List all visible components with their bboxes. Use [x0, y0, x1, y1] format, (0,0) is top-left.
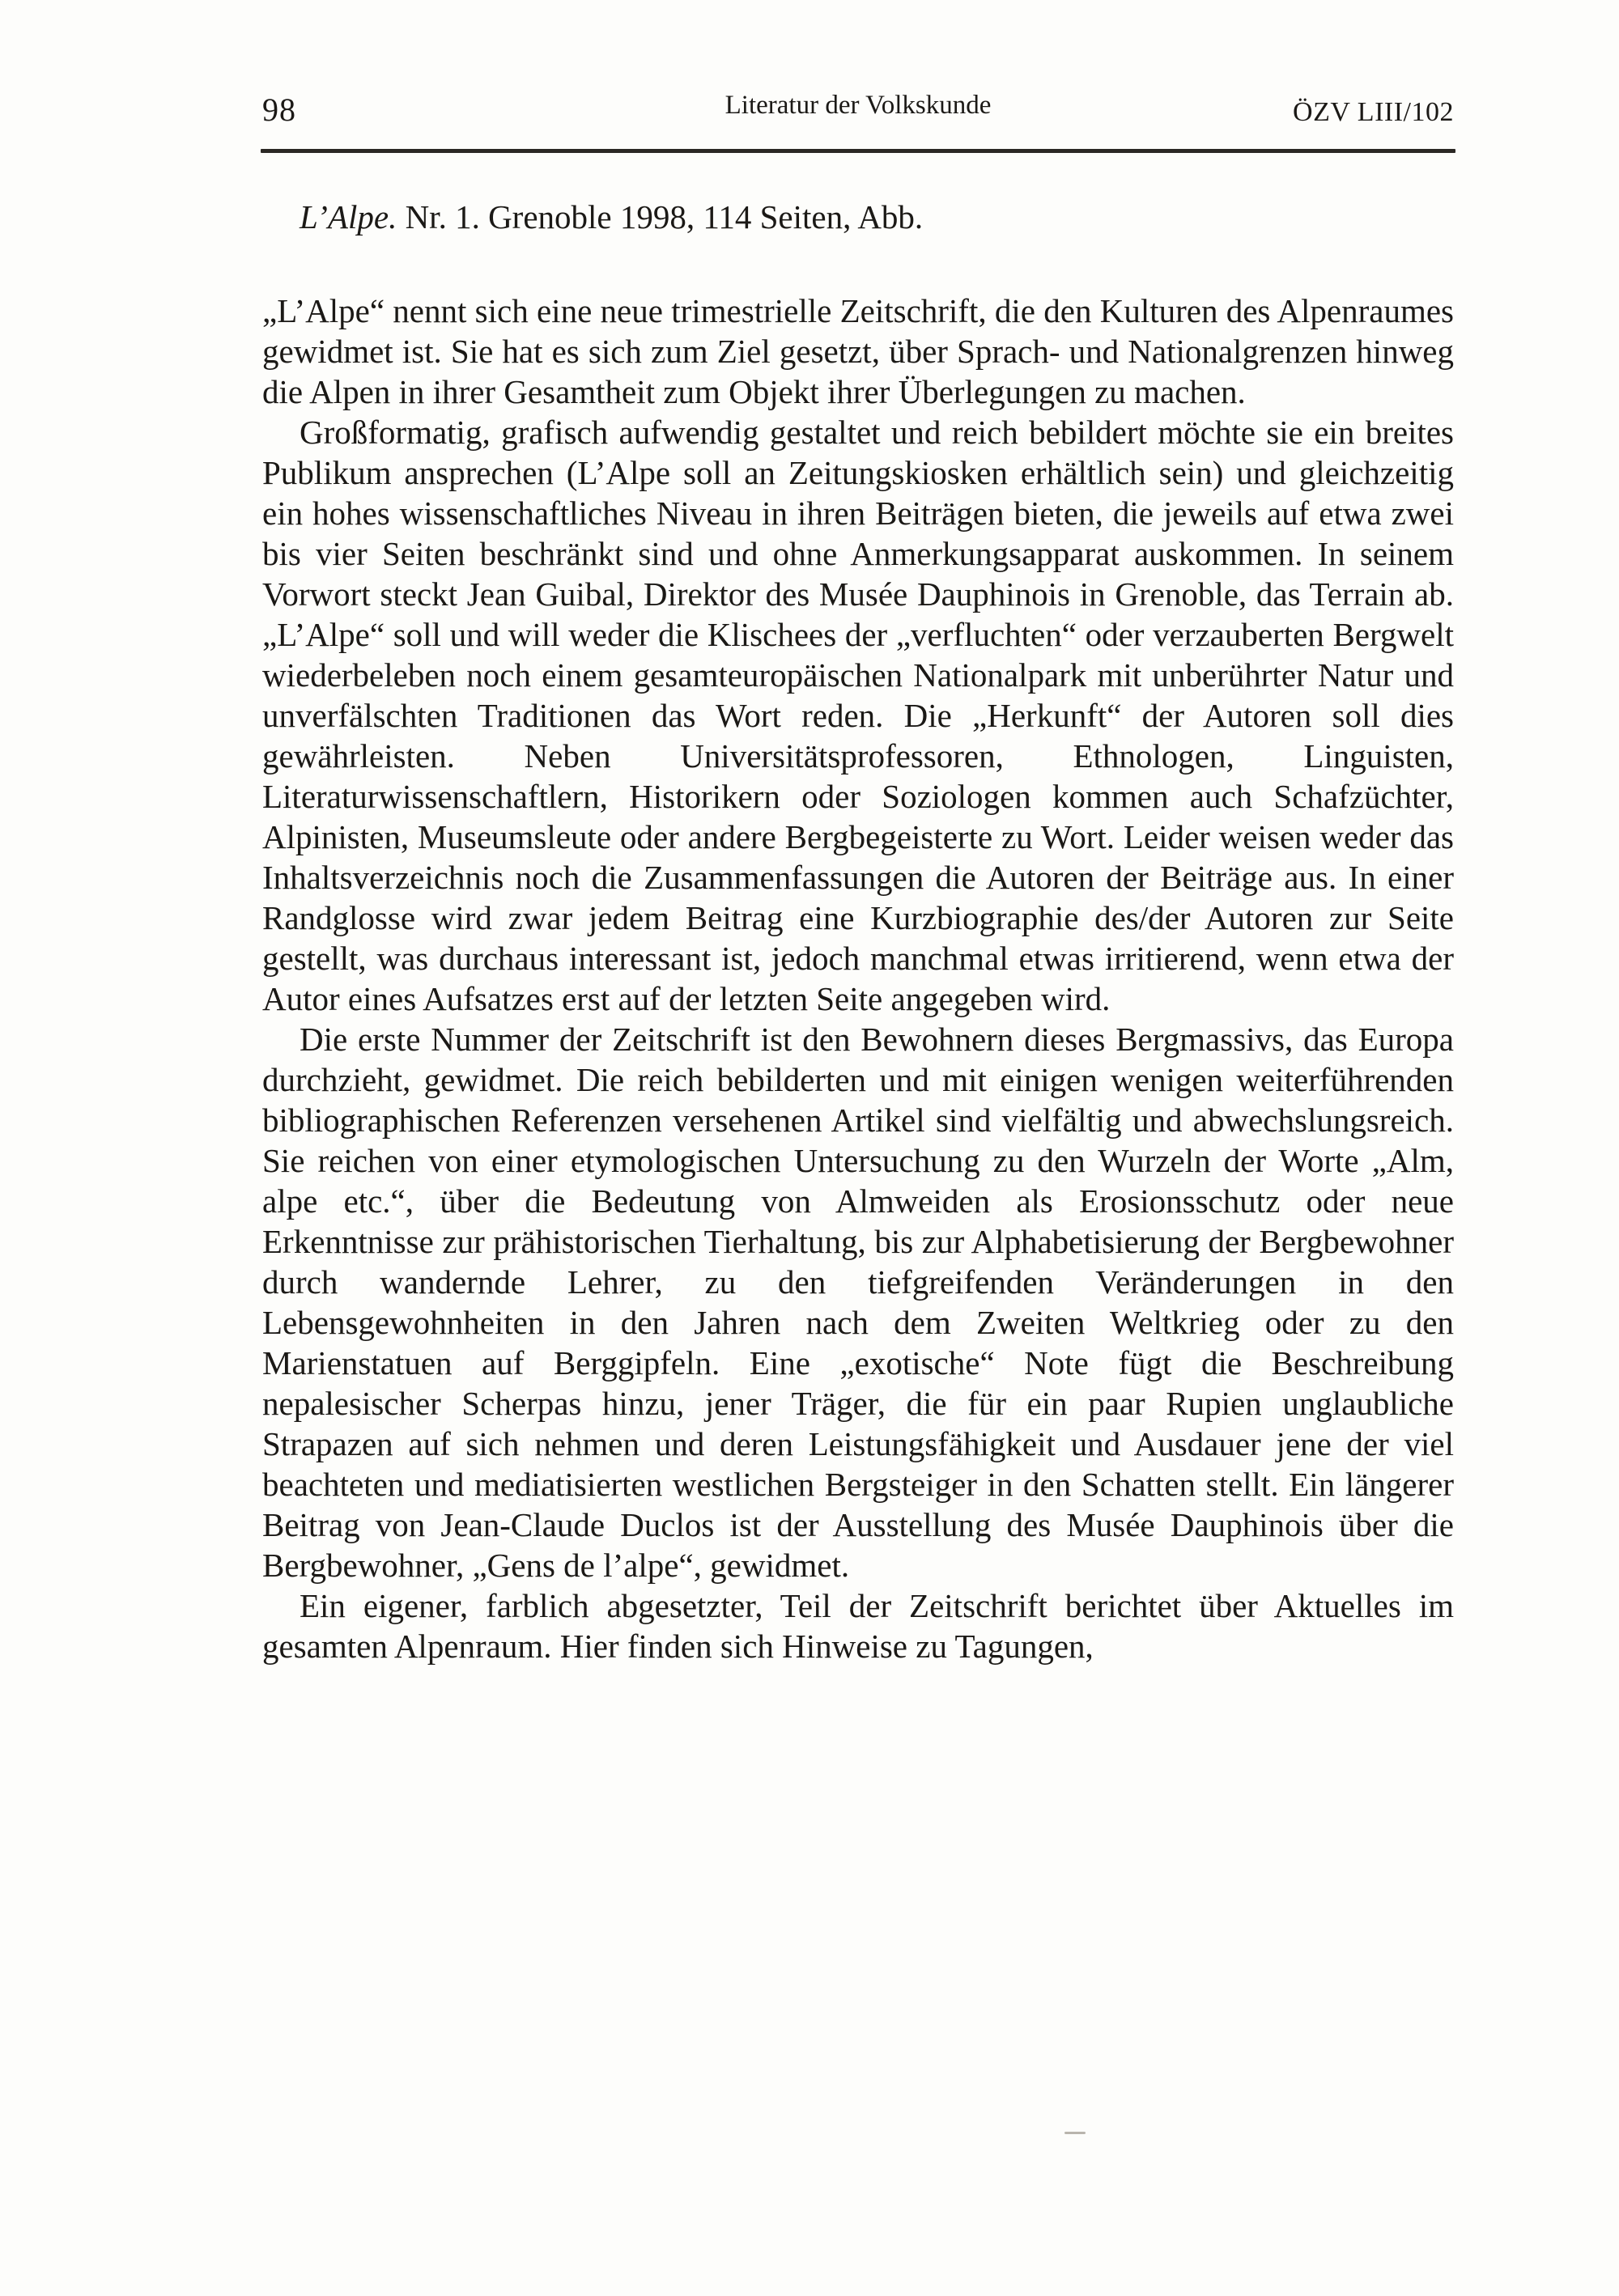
header-rule	[261, 149, 1455, 153]
paragraph: Großformatig, grafisch aufwendig gestaltet und reich bebildert möchte sie ein breites Publikum ansprechen (L’Alpe soll an Zeitungskiosken erhältlich sein) und gleichzeitig ein hohes wissenschaftliches Niveau in ihren Beiträgen bieten, die jeweils auf etwa zwei bis vier Seiten beschränkt sind und ohne Anmerkungsapparat auskommen. In seinem Vorwort steckt Jean Guibal, Direktor des Musée Dauphinois in Grenoble, das Terrain ab. „L’Alpe“ soll und will weder die Klischees der „verfluchten“ oder verzauberten Bergwelt wiederbeleben noch einem gesamteuropäischen Nationalpark mit unberührter Natur und unverfälschten Traditionen das Wort reden. Die „Herkunft“ der Autoren soll dies gewährleisten. Neben Universitätsprofessoren, Ethnologen, Linguisten, Literaturwissenschaftlern, Historikern oder Soziologen kommen auch Schafzüchter, Alpinisten, Museumsleute oder andere Bergbegeisterte zu Wort. Leider weisen weder das Inhaltsverzeichnis noch die Zusammenfassungen die Autoren der Beiträge aus. In einer Randglosse wird zwar jedem Beitrag eine Kurzbiographie des/der Autoren zur Seite gestellt, was durchaus interessant ist, jedoch manchmal etwas irritierend, wenn etwa der Autor eines Aufsatzes erst auf der letzten Seite angegeben wird.	[262, 414, 1454, 1017]
running-title: Literatur der Volkskunde	[725, 91, 992, 120]
article-title-italic: L’Alpe.	[300, 198, 397, 236]
page-header	[262, 91, 1454, 129]
paragraph: Die erste Nummer der Zeitschrift ist den Bewohnern dieses Bergmassivs, das Europa durchzieht, gewidmet. Die reich bebilderten und mit einigen wenigen weiterführenden bibliographischen Referenzen versehenen Artikel sind vielfältig und abwechslungsreich. Sie reichen von einer etymologischen Untersuchung zu den Wurzeln der Worte „Alm, alpe etc.“, über die Bedeutung von Almweiden als Erosionsschutz oder neue Erkenntnisse zur prähistorischen Tierhaltung, bis zur Alphabetisierung der Bergbewohner durch wandernde Lehrer, zu den tiefgreifenden Veränderungen in den Lebensgewohnheiten in den Jahren nach dem Zweiten Weltkrieg oder zu den Marienstatuen auf Berggipfeln. Eine „exotische“ Note fügt die Beschreibung nepalesischer Scherpas hinzu, jener Träger, die für ein paar Rupien unglaubliche Strapazen auf sich nehmen und deren Leistungsfähigkeit und Ausdauer jene der viel beachteten und mediatisierten westlichen Bergsteiger in den Schatten stellt. Ein längerer Beitrag von Jean-Claude Duclos ist der Ausstellung des Musée Dauphinois über die Bergbewohner, „Gens de l’alpe“, gewidmet.	[262, 1021, 1454, 1584]
paragraph: Ein eigener, farblich abgesetzter, Teil der Zeitschrift berichtet über Aktuelles im gesamten Alpenraum. Hier finden sich Hinweise zu Tagungen,	[262, 1587, 1454, 1665]
paragraph: „L’Alpe“ nennt sich eine neue trimestrielle Zeitschrift, die den Kulturen des Alpenraumes gewidmet ist. Sie hat es sich zum Ziel gesetzt, über Sprach- und Nationalgrenzen hinweg die Alpen in ihrer Gesamtheit zum Objekt ihrer Überlegungen zu machen.	[262, 292, 1454, 410]
article-body	[262, 197, 1454, 1666]
article-title-rest: Nr. 1. Grenoble 1998, 114 Seiten, Abb.	[397, 198, 924, 236]
article-title	[262, 197, 1454, 237]
scan-artifact-mark	[1064, 2132, 1086, 2134]
page-number: 98	[262, 91, 296, 128]
journal-reference: ÖZV LIII/102	[1293, 97, 1454, 127]
